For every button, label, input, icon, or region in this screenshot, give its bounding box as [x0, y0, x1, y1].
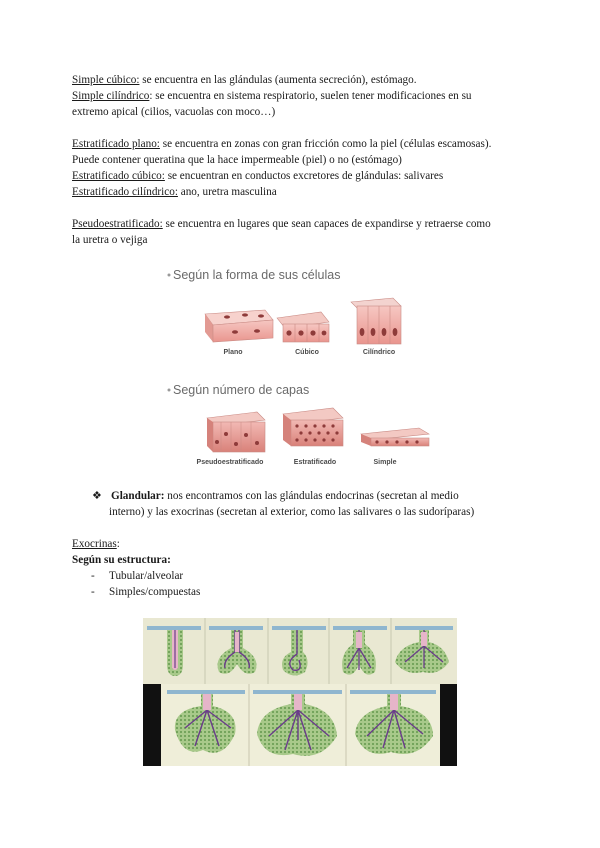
line-simple-cilindrico: Simple cilíndrico: se encuentra en sistema respiratorio, suelen tener modificaciones en su — [72, 90, 472, 102]
line-estratificado-cubico: Estratificado cúbico: se encuentran en conductos excretores de glándulas: salivares — [72, 170, 444, 182]
line-estratificado-cilindrico: Estratificado cilíndrico: ano, uretra masculina — [72, 186, 277, 198]
caption-cilindrico: Cilíndrico — [362, 349, 396, 356]
figure-title-capas: Según número de capas — [173, 383, 310, 397]
caption-estratificado: Estratificado — [293, 459, 337, 466]
caption-cubico: Cúbico — [295, 349, 319, 356]
list-item-tubular: Tubular/alveolar — [109, 570, 184, 582]
line-estratificado-plano-2: Puede contener queratina que la hace impermeable (piel) o no (estómago) — [72, 154, 402, 166]
line-glandular-2: interno) y las exocrinas (secretan al exterior, como las salivares o las sudoríparas) — [109, 506, 475, 518]
term-estratificado-cilindrico: Estratificado cilíndrico: — [72, 186, 178, 198]
caption-plano: Plano — [223, 349, 243, 356]
caption-pseudoestratificado: Pseudoestratificado — [196, 459, 264, 466]
line-glandular: Glandular: nos encontramos con las glándulas endocrinas (secretan al medio — [111, 490, 459, 502]
list-dash: - — [91, 570, 95, 582]
gland-types-figure — [143, 618, 457, 766]
term-simple-cilindrico: Simple cilíndrico — [72, 90, 150, 102]
estratificado-illustration — [283, 408, 343, 446]
term-estratificado-plano: Estratificado plano: — [72, 138, 160, 150]
simple-illustration — [361, 428, 429, 446]
cubico-illustration — [277, 312, 329, 342]
epithelium-figure — [165, 262, 440, 472]
line-simple-cilindrico-2: extremo apical (cilios, vacuolas con moco…) — [72, 106, 276, 118]
caption-simple: Simple — [373, 459, 397, 466]
exocrinas-heading-line: Exocrinas: — [72, 538, 120, 550]
estructura-subheading: Según su estructura: — [72, 554, 171, 566]
plano-illustration — [205, 310, 273, 342]
bullet-dot-icon — [168, 389, 171, 392]
epithelium-illustrations — [165, 262, 440, 472]
term-glandular: Glandular: — [111, 490, 165, 502]
line-simple-cubico: Simple cúbico: se encuentra en las glándulas (aumenta secreción), estómago. — [72, 74, 417, 86]
term-simple-cubico: Simple cúbico: — [72, 74, 140, 86]
term-pseudoestratificado: Pseudoestratificado: — [72, 218, 163, 230]
list-item-simples: Simples/compuestas — [109, 586, 201, 598]
gland-simple-tubular — [167, 630, 183, 676]
cilindrico-illustration — [351, 298, 401, 344]
diamond-bullet-icon: ❖ — [92, 490, 102, 502]
line-pseudoestratificado-2: la uretra o vejiga — [72, 234, 148, 246]
pseudoestratificado-illustration — [207, 412, 265, 452]
term-estratificado-cubico: Estratificado cúbico: — [72, 170, 165, 182]
list-dash: - — [91, 586, 95, 598]
bullet-dot-icon — [168, 274, 171, 277]
line-pseudoestratificado: Pseudoestratificado: se encuentra en lugares que sean capaces de expandirse y retraerse como — [72, 218, 491, 230]
figure-title-forma: Según la forma de sus células — [173, 268, 341, 282]
line-estratificado-plano: Estratificado plano: se encuentra en zonas con gran fricción como la piel (células escamosas). — [72, 138, 492, 150]
exocrinas-heading: Exocrinas — [72, 538, 117, 550]
